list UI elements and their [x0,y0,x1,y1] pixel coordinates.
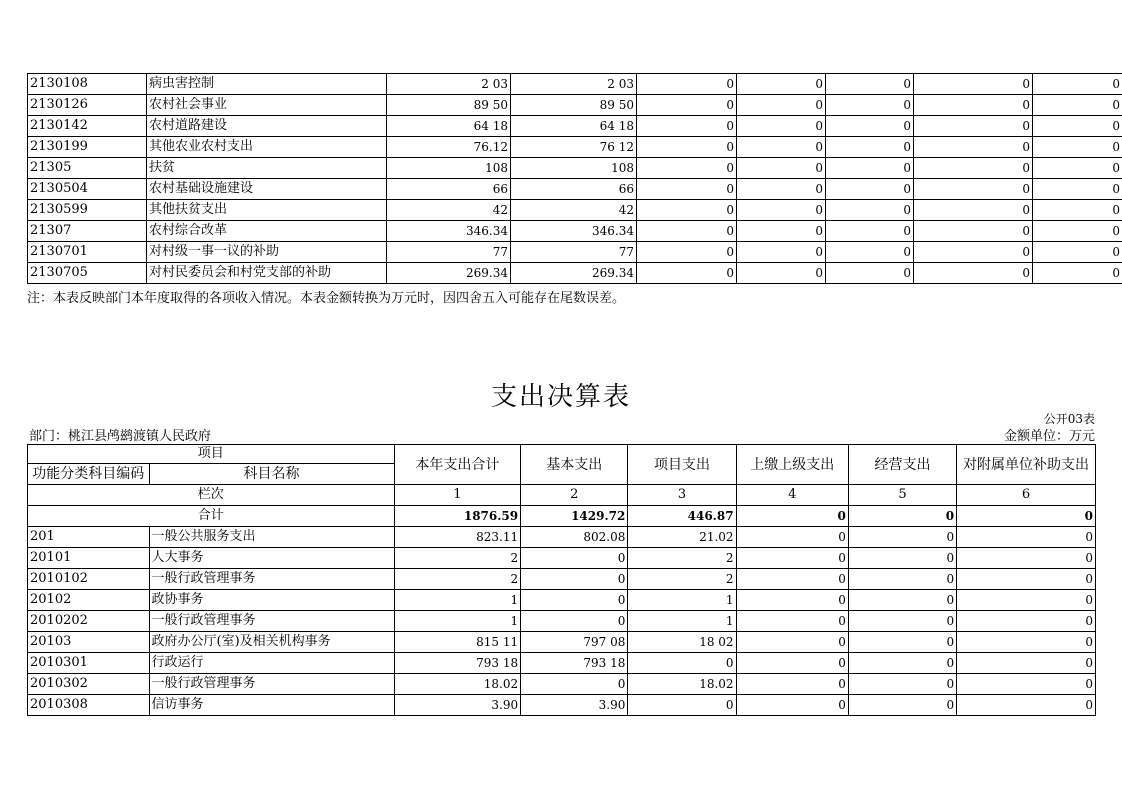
table-row [28,95,1122,116]
amount-cell: 0 [914,95,1033,116]
amount-cell: 0 [736,632,848,653]
amount-cell: 76.12 [387,137,511,158]
header-row [28,445,1096,464]
department-label: 部门：桃江县鸬鹚渡镇人民政府 [29,429,212,444]
subject-code: 20103 [28,632,150,653]
amount-cell: 0 [848,590,956,611]
amount-cell: 0 [826,116,914,137]
amount-cell: 0 [521,590,628,611]
amount-cell: 0 [848,527,956,548]
amount-cell: 346.34 [511,221,637,242]
amount-cell: 0 [637,137,737,158]
subject-name: 政府办公厅(室)及相关机构事务 [149,632,394,653]
amount-cell: 0 [826,137,914,158]
amount-cell: 0 [736,611,848,632]
subject-name: 一般公共服务支出 [149,527,394,548]
amount-cell: 2 [394,569,521,590]
amount-cell: 66 [387,179,511,200]
amount-cell: 0 [914,74,1033,95]
sum-label: 合计 [28,506,395,527]
amount-cell: 0 [957,653,1096,674]
amount-cell: 0 [914,263,1033,284]
subject-name: 对村级一事一议的补助 [147,242,387,263]
amount-cell: 0 [1033,158,1122,179]
amount-cell: 0 [1033,242,1122,263]
table-note: 注：本表反映部门本年度取得的各项收入情况。本表金额转换为万元时，因四舍五入可能存在尾数误差。 [27,291,626,306]
sum-upper: 0 [736,506,848,527]
sum-subsidy: 0 [957,506,1096,527]
amount-cell: 108 [387,158,511,179]
amount-cell: 2 [394,548,521,569]
amount-cell: 0 [914,179,1033,200]
amount-cell: 0 [1033,74,1122,95]
amount-cell: 0 [736,674,848,695]
amount-cell: 0 [826,200,914,221]
subject-name: 其他农业农村支出 [147,137,387,158]
subject-name: 扶贫 [147,158,387,179]
column-number: 5 [848,485,956,506]
amount-cell: 18.02 [394,674,521,695]
table-row [28,674,1096,695]
amount-cell: 0 [637,179,737,200]
amount-cell: 0 [1033,179,1122,200]
header-subsidy: 对附属单位补助支出 [957,445,1096,485]
amount-cell: 0 [521,548,628,569]
amount-cell: 1 [394,611,521,632]
subject-name: 一般行政管理事务 [149,674,394,695]
amount-cell: 269.34 [511,263,637,284]
table-row [28,74,1122,95]
amount-cell: 89 50 [387,95,511,116]
subject-name: 农村基础设施建设 [147,179,387,200]
table-row [28,137,1122,158]
column-number-label: 栏次 [28,485,395,506]
subject-code: 2130108 [28,74,147,95]
page-title: 支出决算表 [490,382,631,412]
subject-code: 2010202 [28,611,150,632]
amount-cell: 18.02 [628,674,736,695]
column-number: 6 [957,485,1096,506]
amount-cell: 0 [914,158,1033,179]
amount-cell: 0 [737,137,826,158]
subject-code: 2130199 [28,137,147,158]
table-row [28,221,1122,242]
subject-code: 2010302 [28,674,150,695]
amount-cell: 793 18 [394,653,521,674]
amount-cell: 0 [1033,263,1122,284]
amount-cell: 0 [826,179,914,200]
table-row [28,632,1096,653]
amount-cell: 0 [957,695,1096,716]
subject-code: 21307 [28,221,147,242]
amount-cell: 0 [737,179,826,200]
subject-name: 农村道路建设 [147,116,387,137]
amount-cell: 0 [826,263,914,284]
subject-code: 2130126 [28,95,147,116]
header-business: 经营支出 [848,445,956,485]
amount-cell: 0 [1033,221,1122,242]
amount-cell: 0 [826,221,914,242]
amount-cell: 0 [637,158,737,179]
subject-name: 对村民委员会和村党支部的补助 [147,263,387,284]
subject-code: 2130705 [28,263,147,284]
subject-name: 农村社会事业 [147,95,387,116]
amount-cell: 0 [957,674,1096,695]
amount-cell: 0 [848,695,956,716]
expenditure-table [27,444,1096,716]
subject-code: 21305 [28,158,147,179]
amount-cell: 1 [628,611,736,632]
subject-code: 2010301 [28,653,150,674]
header-project: 项目支出 [628,445,736,485]
amount-cell: 0 [1033,95,1122,116]
amount-cell: 1 [394,590,521,611]
table-row [28,569,1096,590]
amount-cell: 793 18 [521,653,628,674]
sum-row [28,506,1096,527]
amount-cell: 1 [628,590,736,611]
amount-cell: 0 [737,95,826,116]
amount-cell: 42 [511,200,637,221]
amount-cell: 0 [736,569,848,590]
amount-cell: 0 [957,548,1096,569]
sum-total: 1876.59 [394,506,521,527]
amount-cell: 2 [628,548,736,569]
table-row [28,653,1096,674]
table-row [28,590,1096,611]
amount-cell: 77 [511,242,637,263]
column-number: 4 [736,485,848,506]
amount-cell: 0 [521,611,628,632]
subject-code: 20101 [28,548,150,569]
amount-cell: 0 [637,263,737,284]
amount-cell: 0 [848,611,956,632]
amount-cell: 0 [736,653,848,674]
header-item: 项目 [28,445,395,464]
amount-cell: 0 [826,158,914,179]
amount-cell: 0 [737,263,826,284]
amount-cell: 0 [628,653,736,674]
subject-code: 2010308 [28,695,150,716]
amount-cell: 0 [736,590,848,611]
table-row [28,158,1122,179]
amount-cell: 0 [736,527,848,548]
subject-code: 201 [28,527,150,548]
amount-cell: 18 02 [628,632,736,653]
sum-basic: 1429.72 [521,506,628,527]
table-row [28,548,1096,569]
table-row [28,200,1122,221]
table-row [28,242,1122,263]
column-number: 3 [628,485,736,506]
amount-cell: 823.11 [394,527,521,548]
amount-cell: 802.08 [521,527,628,548]
amount-cell: 0 [736,548,848,569]
amount-cell: 0 [848,569,956,590]
amount-cell: 0 [737,200,826,221]
header-basic: 基本支出 [521,445,628,485]
amount-cell: 64 18 [511,116,637,137]
amount-cell: 0 [914,137,1033,158]
amount-cell: 108 [511,158,637,179]
amount-cell: 0 [637,221,737,242]
header-total: 本年支出合计 [394,445,521,485]
amount-cell: 0 [957,569,1096,590]
subject-code: 2130701 [28,242,147,263]
amount-cell: 0 [957,527,1096,548]
amount-cell: 0 [628,695,736,716]
amount-cell: 797 08 [521,632,628,653]
amount-cell: 0 [737,221,826,242]
subject-name: 一般行政管理事务 [149,569,394,590]
table-row [28,116,1122,137]
amount-cell: 0 [736,695,848,716]
amount-cell: 0 [914,242,1033,263]
amount-cell: 3.90 [521,695,628,716]
header-func-code: 功能分类科目编码 [28,464,150,485]
amount-cell: 0 [521,569,628,590]
amount-cell: 0 [826,95,914,116]
amount-cell: 346.34 [387,221,511,242]
amount-cell: 21.02 [628,527,736,548]
subject-code: 2010102 [28,569,150,590]
subject-name: 农村综合改革 [147,221,387,242]
amount-cell: 815 11 [394,632,521,653]
column-number-row [28,485,1096,506]
amount-cell: 0 [914,116,1033,137]
amount-cell: 0 [848,674,956,695]
amount-cell: 0 [957,611,1096,632]
table-row [28,179,1122,200]
amount-cell: 0 [914,200,1033,221]
amount-cell: 64 18 [387,116,511,137]
amount-cell: 0 [1033,116,1122,137]
amount-cell: 0 [637,74,737,95]
table-row [28,527,1096,548]
table-row [28,695,1096,716]
subject-code: 2130142 [28,116,147,137]
subject-name: 信访事务 [149,695,394,716]
subject-name: 一般行政管理事务 [149,611,394,632]
form-code: 公开03表 [1043,412,1095,426]
subject-name: 政协事务 [149,590,394,611]
sum-business: 0 [848,506,956,527]
column-number: 1 [394,485,521,506]
table-row [28,263,1122,284]
subject-code: 2130504 [28,179,147,200]
amount-cell: 0 [521,674,628,695]
amount-cell: 0 [737,74,826,95]
amount-cell: 0 [637,116,737,137]
amount-cell: 0 [637,242,737,263]
amount-cell: 0 [914,221,1033,242]
income-table-continued [27,73,1122,284]
amount-cell: 0 [737,242,826,263]
column-number: 2 [521,485,628,506]
amount-cell: 3.90 [394,695,521,716]
sum-project: 446.87 [628,506,736,527]
subject-name: 病虫害控制 [147,74,387,95]
header-subject-name: 科目名称 [149,464,394,485]
amount-cell: 0 [826,74,914,95]
amount-cell: 66 [511,179,637,200]
amount-cell: 2 [628,569,736,590]
amount-cell: 0 [737,116,826,137]
amount-cell: 0 [1033,200,1122,221]
amount-cell: 0 [848,653,956,674]
amount-cell: 42 [387,200,511,221]
amount-cell: 77 [387,242,511,263]
amount-cell: 89 50 [511,95,637,116]
amount-cell: 0 [848,632,956,653]
amount-cell: 0 [1033,137,1122,158]
subject-name: 人大事务 [149,548,394,569]
amount-cell: 0 [957,590,1096,611]
subject-name: 其他扶贫支出 [147,200,387,221]
table-row [28,611,1096,632]
subject-code: 20102 [28,590,150,611]
amount-cell: 0 [637,95,737,116]
amount-cell: 76 12 [511,137,637,158]
amount-cell: 2 03 [511,74,637,95]
header-upper: 上缴上级支出 [736,445,848,485]
amount-cell: 0 [737,158,826,179]
subject-name: 行政运行 [149,653,394,674]
amount-unit-label: 金额单位：万元 [1003,429,1095,444]
amount-cell: 0 [957,632,1096,653]
subject-code: 2130599 [28,200,147,221]
amount-cell: 0 [826,242,914,263]
amount-cell: 0 [637,200,737,221]
amount-cell: 0 [848,548,956,569]
amount-cell: 269.34 [387,263,511,284]
amount-cell: 2 03 [387,74,511,95]
